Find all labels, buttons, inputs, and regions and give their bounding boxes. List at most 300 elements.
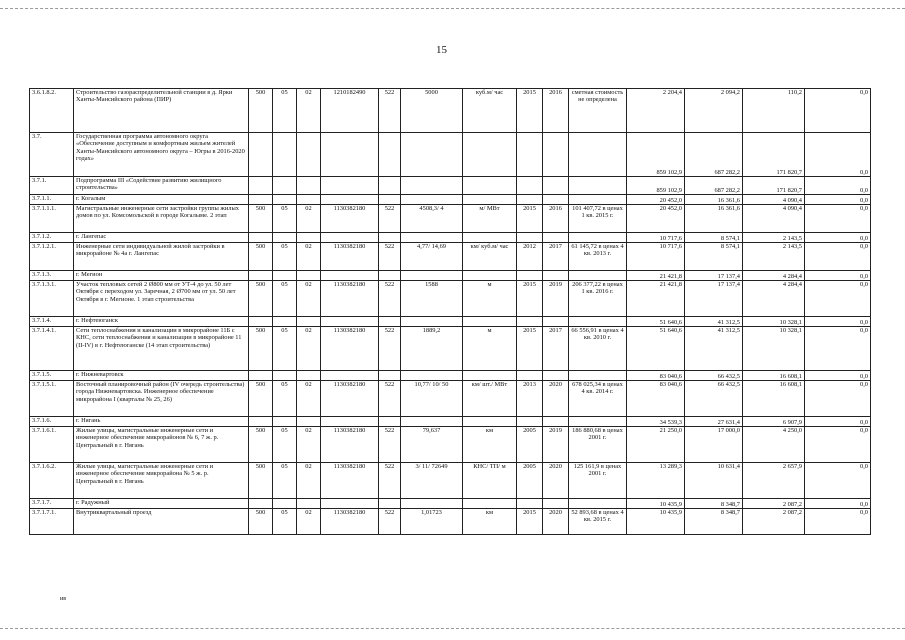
cell-v4: 0,0 <box>805 89 871 133</box>
cell-cap <box>401 177 463 195</box>
cell-cap <box>401 133 463 177</box>
cell-v3: 171 820,7 <box>743 133 805 177</box>
cell-cap <box>401 271 463 281</box>
cell-v2: 17 137,4 <box>685 271 743 281</box>
cell-c1 <box>249 371 273 381</box>
table-row <box>30 233 871 243</box>
cell-c2 <box>273 271 297 281</box>
cell-cap: 1588 <box>401 281 463 317</box>
cell-name: г. Радужный <box>74 499 249 509</box>
cell-v4: 0,0 <box>805 205 871 233</box>
cell-cost <box>569 417 627 427</box>
cell-c5: 522 <box>379 89 401 133</box>
cell-name: г. Когалым <box>74 195 249 205</box>
cell-start <box>517 417 543 427</box>
cell-c3 <box>297 177 321 195</box>
cell-v2: 17 000,0 <box>685 427 743 463</box>
cell-c4 <box>321 271 379 281</box>
cell-v1: 859 102,9 <box>627 177 685 195</box>
table-row <box>30 271 871 281</box>
cell-c2: 05 <box>273 381 297 417</box>
cell-v3: 110,2 <box>743 89 805 133</box>
table-row <box>30 281 871 317</box>
budget-table <box>29 88 871 535</box>
table-row <box>30 327 871 371</box>
cell-v2: 41 312,5 <box>685 317 743 327</box>
cell-c5: 522 <box>379 327 401 371</box>
cell-c3: 02 <box>297 327 321 371</box>
cell-c3 <box>297 371 321 381</box>
cell-v3: 2 087,2 <box>743 499 805 509</box>
cell-c2: 05 <box>273 89 297 133</box>
cell-cost <box>569 195 627 205</box>
cell-end: 2016 <box>543 89 569 133</box>
cell-v3: 4 090,4 <box>743 195 805 205</box>
cell-v4: 0,0 <box>805 317 871 327</box>
cell-code: 3.7.1.6.1. <box>30 427 74 463</box>
cell-c3 <box>297 133 321 177</box>
cell-start <box>517 271 543 281</box>
cell-c1: 500 <box>249 509 273 535</box>
cell-c5 <box>379 177 401 195</box>
cell-code: 3.7.1.6.2. <box>30 463 74 499</box>
cell-v4: 0,0 <box>805 327 871 371</box>
cell-v1: 13 289,3 <box>627 463 685 499</box>
cell-c1: 500 <box>249 463 273 499</box>
cell-c1: 500 <box>249 243 273 271</box>
cell-end <box>543 417 569 427</box>
cell-cap: 4508,3/ 4 <box>401 205 463 233</box>
cell-v1: 10 717,6 <box>627 233 685 243</box>
cell-v4: 0,0 <box>805 417 871 427</box>
cell-start: 2013 <box>517 381 543 417</box>
cell-v4: 0,0 <box>805 243 871 271</box>
cell-start: 2015 <box>517 89 543 133</box>
cell-v2: 8 574,1 <box>685 233 743 243</box>
scan-top-edge <box>0 8 905 9</box>
cell-unit <box>463 195 517 205</box>
cell-end: 2017 <box>543 327 569 371</box>
cell-code: 3.7.1.6. <box>30 417 74 427</box>
cell-name: г. Мегион <box>74 271 249 281</box>
cell-c2: 05 <box>273 205 297 233</box>
cell-code: 3.7.1.2.1. <box>30 243 74 271</box>
cell-start <box>517 233 543 243</box>
cell-c5 <box>379 371 401 381</box>
cell-cap: 79,637 <box>401 427 463 463</box>
cell-cap <box>401 195 463 205</box>
cell-end <box>543 271 569 281</box>
cell-start: 2012 <box>517 243 543 271</box>
cell-c2 <box>273 177 297 195</box>
table-row <box>30 133 871 177</box>
cell-c5 <box>379 133 401 177</box>
cell-v1: 20 452,0 <box>627 205 685 233</box>
cell-c5 <box>379 195 401 205</box>
cell-v4: 0,0 <box>805 281 871 317</box>
cell-v3: 171 820,7 <box>743 177 805 195</box>
cell-v2: 2 094,2 <box>685 89 743 133</box>
cell-c1 <box>249 233 273 243</box>
cell-v1: 21 421,8 <box>627 281 685 317</box>
cell-end <box>543 371 569 381</box>
table-row <box>30 509 871 535</box>
cell-v3: 2 087,2 <box>743 509 805 535</box>
cell-v3: 2 657,9 <box>743 463 805 499</box>
cell-unit: км/ шт./ МВт <box>463 381 517 417</box>
cell-unit <box>463 499 517 509</box>
cell-end <box>543 499 569 509</box>
cell-cap: 4,77/ 14,69 <box>401 243 463 271</box>
cell-v4: 0,0 <box>805 371 871 381</box>
cell-start <box>517 317 543 327</box>
cell-c1: 500 <box>249 381 273 417</box>
cell-c4: 1130382180 <box>321 509 379 535</box>
cell-v2: 687 282,2 <box>685 177 743 195</box>
cell-c2 <box>273 317 297 327</box>
cell-c1: 500 <box>249 327 273 371</box>
table-row <box>30 427 871 463</box>
cell-name: Внутриквартальный проезд <box>74 509 249 535</box>
cell-v1: 51 640,6 <box>627 327 685 371</box>
cell-c2: 05 <box>273 463 297 499</box>
cell-cost: 52 893,68 в ценах 4 кв. 2015 г. <box>569 509 627 535</box>
cell-v3: 2 143,5 <box>743 233 805 243</box>
cell-name: г. Лангепас <box>74 233 249 243</box>
cell-c3: 02 <box>297 281 321 317</box>
cell-c2 <box>273 233 297 243</box>
cell-cost: сметная стоимость не определена <box>569 89 627 133</box>
cell-c1: 500 <box>249 281 273 317</box>
cell-c5 <box>379 317 401 327</box>
table-row <box>30 177 871 195</box>
cell-c4: 1130382180 <box>321 243 379 271</box>
cell-start: 2015 <box>517 509 543 535</box>
cell-c4 <box>321 233 379 243</box>
cell-cost: 101 407,72 в ценах 1 кв. 2015 г. <box>569 205 627 233</box>
cell-name: Строительство газораспределительной станции в д. Ярки Ханты-Мансийского района (ПИР) <box>74 89 249 133</box>
cell-v4: 0,0 <box>805 195 871 205</box>
table-row <box>30 243 871 271</box>
cell-c2 <box>273 195 297 205</box>
cell-unit: м/ МВт <box>463 205 517 233</box>
cell-c2 <box>273 417 297 427</box>
table-row <box>30 417 871 427</box>
cell-c1: 500 <box>249 89 273 133</box>
table-row <box>30 89 871 133</box>
page-number: 15 <box>436 44 447 56</box>
cell-cap: 10,77/ 10/ 50 <box>401 381 463 417</box>
cell-c3: 02 <box>297 205 321 233</box>
cell-v2: 16 361,6 <box>685 195 743 205</box>
cell-v1: 10 435,9 <box>627 499 685 509</box>
cell-end: 2020 <box>543 463 569 499</box>
cell-name: г. Нижневартовск <box>74 371 249 381</box>
cell-c2: 05 <box>273 243 297 271</box>
cell-unit: км <box>463 427 517 463</box>
cell-end: 2020 <box>543 509 569 535</box>
cell-v4: 0,0 <box>805 233 871 243</box>
cell-v2: 10 631,4 <box>685 463 743 499</box>
cell-c4: 1210182490 <box>321 89 379 133</box>
cell-end: 2019 <box>543 281 569 317</box>
cell-v3: 2 143,5 <box>743 243 805 271</box>
table-row <box>30 381 871 417</box>
cell-c4 <box>321 317 379 327</box>
cell-code: 3.7.1.7.1. <box>30 509 74 535</box>
cell-name: Жилые улицы, магистральные инженерные сети и инженерное обеспечение микрорайонов № 6, 7 ж. р. Центральный в г. Нягань <box>74 427 249 463</box>
cell-start: 2015 <box>517 205 543 233</box>
cell-unit <box>463 271 517 281</box>
table-row <box>30 205 871 233</box>
cell-end <box>543 195 569 205</box>
cell-v4: 0,0 <box>805 177 871 195</box>
cell-name: г. Нягань <box>74 417 249 427</box>
cell-name: Государственная программа автономного округа «Обеспечение доступным и комфортным жильем жителей Ханты-Мансийского автономного округа – Югры в 2016-2020 годах» <box>74 133 249 177</box>
cell-code: 3.6.1.8.2. <box>30 89 74 133</box>
cell-cap <box>401 417 463 427</box>
cell-code: 3.7.1.5.1. <box>30 381 74 417</box>
cell-c3: 02 <box>297 509 321 535</box>
cell-cost: 206 377,22 в ценах 1 кв. 2016 г. <box>569 281 627 317</box>
cell-c1 <box>249 317 273 327</box>
cell-c5: 522 <box>379 281 401 317</box>
cell-cost <box>569 271 627 281</box>
cell-v3: 4 284,4 <box>743 271 805 281</box>
cell-c5: 522 <box>379 205 401 233</box>
cell-v1: 21 421,8 <box>627 271 685 281</box>
cell-c5 <box>379 417 401 427</box>
cell-v3: 4 250,0 <box>743 427 805 463</box>
cell-c5: 522 <box>379 463 401 499</box>
cell-start <box>517 371 543 381</box>
cell-c4 <box>321 177 379 195</box>
cell-v3: 4 284,4 <box>743 281 805 317</box>
cell-unit: м <box>463 281 517 317</box>
cell-unit <box>463 371 517 381</box>
cell-v2: 17 137,4 <box>685 281 743 317</box>
cell-c1 <box>249 177 273 195</box>
cell-v2: 8 348,7 <box>685 499 743 509</box>
cell-code: 3.7.1.4. <box>30 317 74 327</box>
cell-code: 3.7.1.2. <box>30 233 74 243</box>
cell-code: 3.7.1. <box>30 177 74 195</box>
cell-cost: 66 556,91 в ценах 4 кв. 2010 г. <box>569 327 627 371</box>
table-row <box>30 195 871 205</box>
cell-c3 <box>297 233 321 243</box>
cell-c4: 1130382180 <box>321 281 379 317</box>
cell-cost <box>569 177 627 195</box>
cell-cap: 1,01723 <box>401 509 463 535</box>
cell-c3: 02 <box>297 463 321 499</box>
cell-c3 <box>297 317 321 327</box>
cell-v1: 859 102,9 <box>627 133 685 177</box>
cell-cap: 1889,2 <box>401 327 463 371</box>
cell-cap <box>401 371 463 381</box>
cell-cost: 678 025,34 в ценах 4 кв. 2014 г. <box>569 381 627 417</box>
cell-v4: 0,0 <box>805 463 871 499</box>
cell-code: 3.7.1.5. <box>30 371 74 381</box>
cell-v4: 0,0 <box>805 133 871 177</box>
cell-v3: 10 328,1 <box>743 317 805 327</box>
cell-c2: 05 <box>273 281 297 317</box>
cell-cap <box>401 317 463 327</box>
cell-c5: 522 <box>379 427 401 463</box>
cell-unit <box>463 417 517 427</box>
cell-c2: 05 <box>273 427 297 463</box>
cell-v2: 66 432,5 <box>685 371 743 381</box>
cell-end <box>543 177 569 195</box>
cell-start: 2005 <box>517 463 543 499</box>
cell-start <box>517 177 543 195</box>
cell-c5 <box>379 499 401 509</box>
cell-v2: 8 348,7 <box>685 509 743 535</box>
cell-v1: 21 250,0 <box>627 427 685 463</box>
cell-end: 2019 <box>543 427 569 463</box>
table-row <box>30 499 871 509</box>
cell-v1: 10 435,9 <box>627 509 685 535</box>
cell-c2: 05 <box>273 327 297 371</box>
cell-c3: 02 <box>297 243 321 271</box>
cell-start: 2005 <box>517 427 543 463</box>
cell-c4: 1130382180 <box>321 381 379 417</box>
cell-c5: 522 <box>379 381 401 417</box>
cell-unit <box>463 317 517 327</box>
cell-code: 3.7. <box>30 133 74 177</box>
cell-unit: км/ куб.м/ час <box>463 243 517 271</box>
cell-code: 3.7.1.4.1. <box>30 327 74 371</box>
cell-cap: 3/ 11/ 72649 <box>401 463 463 499</box>
cell-c4 <box>321 371 379 381</box>
cell-c3: 02 <box>297 89 321 133</box>
cell-v2: 66 432,5 <box>685 381 743 417</box>
cell-v1: 51 640,6 <box>627 317 685 327</box>
cell-c5 <box>379 271 401 281</box>
cell-cost <box>569 233 627 243</box>
cell-v1: 2 204,4 <box>627 89 685 133</box>
cell-unit: КНС/ ТП/ м <box>463 463 517 499</box>
cell-v1: 20 452,0 <box>627 195 685 205</box>
cell-start <box>517 195 543 205</box>
cell-v4: 0,0 <box>805 499 871 509</box>
cell-start <box>517 499 543 509</box>
cell-start: 2015 <box>517 327 543 371</box>
cell-v2: 27 631,4 <box>685 417 743 427</box>
cell-cost <box>569 371 627 381</box>
cell-c4 <box>321 133 379 177</box>
cell-v2: 16 361,6 <box>685 205 743 233</box>
cell-c2 <box>273 371 297 381</box>
cell-name: г. Нефтеюганск <box>74 317 249 327</box>
cell-v3: 16 608,1 <box>743 371 805 381</box>
cell-c3 <box>297 195 321 205</box>
cell-v1: 83 040,6 <box>627 371 685 381</box>
cell-v2: 41 312,5 <box>685 327 743 371</box>
cell-code: 3.7.1.7. <box>30 499 74 509</box>
cell-name: Участок тепловых сетей 2 Ø800 мм от УТ-4 до ул. 50 лет Октября с переходом ул. Заречная, 2 Ø700 мм от ул. 50 лет Октября в г. Мегионе. 1 этап строительства <box>74 281 249 317</box>
cell-start <box>517 133 543 177</box>
cell-c4 <box>321 499 379 509</box>
cell-c1: 500 <box>249 427 273 463</box>
cell-cap: 5000 <box>401 89 463 133</box>
cell-end: 2020 <box>543 381 569 417</box>
cell-c5: 522 <box>379 243 401 271</box>
cell-c1 <box>249 417 273 427</box>
cell-c1: 500 <box>249 205 273 233</box>
cell-unit: км <box>463 509 517 535</box>
cell-name: Инженерные сети индивидуальной жилой застройки в микрорайоне № 4а г. Лангепас <box>74 243 249 271</box>
cell-v2: 8 574,1 <box>685 243 743 271</box>
cell-c5: 522 <box>379 509 401 535</box>
cell-cost: 186 880,68 в ценах 2001 г. <box>569 427 627 463</box>
cell-end: 2017 <box>543 243 569 271</box>
cell-v2: 687 282,2 <box>685 133 743 177</box>
cell-code: 3.7.1.3.1. <box>30 281 74 317</box>
cell-c2: 05 <box>273 509 297 535</box>
cell-end <box>543 317 569 327</box>
cell-c1 <box>249 271 273 281</box>
cell-code: 3.7.1.1. <box>30 195 74 205</box>
cell-c3: 02 <box>297 381 321 417</box>
cell-v1: 10 717,6 <box>627 243 685 271</box>
cell-c4 <box>321 195 379 205</box>
cell-c5 <box>379 233 401 243</box>
cell-end <box>543 133 569 177</box>
cell-c3 <box>297 271 321 281</box>
cell-v3: 10 328,1 <box>743 327 805 371</box>
cell-end: 2016 <box>543 205 569 233</box>
cell-v3: 4 090,4 <box>743 205 805 233</box>
cell-cost: 125 161,9 в ценах 2001 г. <box>569 463 627 499</box>
cell-c3: 02 <box>297 427 321 463</box>
cell-cap <box>401 499 463 509</box>
cell-cap <box>401 233 463 243</box>
cell-cost <box>569 499 627 509</box>
cell-v3: 6 907,9 <box>743 417 805 427</box>
cell-unit: куб.м/ час <box>463 89 517 133</box>
cell-c4: 1130382180 <box>321 463 379 499</box>
cell-unit: м <box>463 327 517 371</box>
cell-unit <box>463 177 517 195</box>
table-row <box>30 463 871 499</box>
cell-v3: 16 608,1 <box>743 381 805 417</box>
cell-c4: 1130382180 <box>321 327 379 371</box>
cell-c4 <box>321 417 379 427</box>
cell-c3 <box>297 499 321 509</box>
scan-bottom-edge <box>0 628 905 629</box>
table-row <box>30 317 871 327</box>
footer-mark: ив <box>60 596 67 602</box>
cell-start: 2015 <box>517 281 543 317</box>
cell-c2 <box>273 133 297 177</box>
cell-c1 <box>249 499 273 509</box>
cell-code: 3.7.1.3. <box>30 271 74 281</box>
cell-v4: 0,0 <box>805 381 871 417</box>
cell-v4: 0,0 <box>805 427 871 463</box>
cell-end <box>543 233 569 243</box>
cell-name: Магистральные инженерные сети застройки группы жилых домов по ул. Комсомольской в городе Когалыме. 2 этап <box>74 205 249 233</box>
cell-c4: 1130382180 <box>321 205 379 233</box>
cell-c1 <box>249 195 273 205</box>
cell-v4: 0,0 <box>805 509 871 535</box>
cell-code: 3.7.1.1.1. <box>30 205 74 233</box>
cell-name: Восточный планировочный район (IV очередь строительства) города Нижневартовска. Инженерное обеспечение микрорайона I (кварталы № 25, 26) <box>74 381 249 417</box>
cell-cost <box>569 317 627 327</box>
cell-c1 <box>249 133 273 177</box>
cell-cost: 61 145,72 в ценах 4 кв. 2013 г. <box>569 243 627 271</box>
cell-v1: 34 539,3 <box>627 417 685 427</box>
cell-name: Жилые улицы, магистральные инженерные сети и инженерное обеспечение микрорайона № 5 ж. р. Центральный в г. Нягань <box>74 463 249 499</box>
